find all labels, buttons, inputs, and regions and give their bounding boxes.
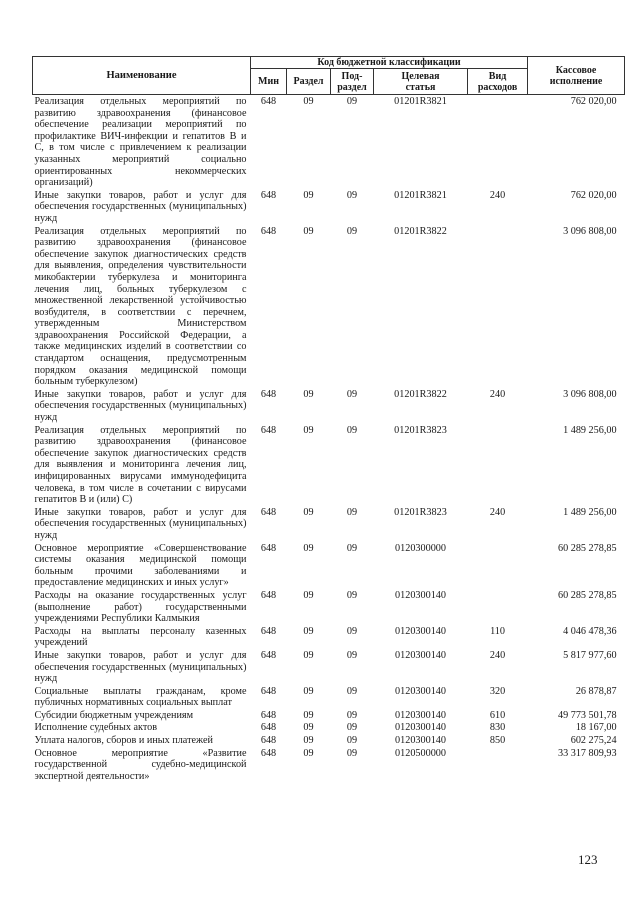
row-podrazdel: 09 <box>346 225 358 237</box>
row-razdel: 09 <box>303 506 314 518</box>
row-min: 648 <box>260 388 277 400</box>
row-vid <box>468 542 528 589</box>
row-podrazdel: 09 <box>346 96 358 107</box>
row-vid: 110 <box>490 625 505 637</box>
row-celevaya: 01201R3821 <box>394 96 447 107</box>
table-row <box>33 721 625 734</box>
row-celevaya: 0120300000 <box>395 542 446 554</box>
row-name: Расходы на выплаты персоналу казенных учреждений <box>34 625 247 649</box>
row-celevaya: 0120300140 <box>395 735 446 747</box>
header-group: Код бюджетной классификации <box>251 57 528 69</box>
row-podrazdel: 09 <box>346 388 358 400</box>
row-name: Социальные выплаты гражданам, кроме публичных нормативных социальных выплат <box>34 685 247 709</box>
row-name: Основное мероприятие «Совершенствование системы оказания медицинской помощи больным прочими заболеваниями и предоставление медицинских и иных услуг» <box>34 542 247 589</box>
row-razdel: 09 <box>303 189 314 201</box>
row-name: Иные закупки товаров, работ и услуг для обеспечения государственных (муниципальных) нужд <box>34 388 247 424</box>
row-celevaya: 0120300140 <box>395 709 446 721</box>
row-amount: 762 020,00 <box>570 189 617 201</box>
row-name: Субсидии бюджетным учреждениям <box>34 709 194 721</box>
document-page <box>32 56 624 782</box>
row-min: 648 <box>260 649 277 661</box>
table-row <box>33 225 625 388</box>
header-name: Наименование <box>33 57 251 95</box>
row-amount: 3 096 808,00 <box>563 225 617 237</box>
row-min: 648 <box>260 709 277 721</box>
row-amount: 3 096 808,00 <box>563 388 617 400</box>
header-razdel: Раздел <box>287 69 331 95</box>
row-podrazdel: 09 <box>346 685 358 697</box>
row-razdel: 09 <box>303 735 314 747</box>
row-name: Основное мероприятие «Развитие государственной судебно-медицинской экспертной деятельности» <box>34 747 247 782</box>
row-razdel: 09 <box>303 589 314 601</box>
row-celevaya: 01201R3823 <box>394 506 447 518</box>
row-podrazdel: 09 <box>346 506 358 518</box>
row-amount: 4 046 478,36 <box>563 625 617 637</box>
table-row <box>33 189 625 225</box>
row-vid <box>468 589 528 625</box>
row-name: Исполнение судебных актов <box>34 722 158 734</box>
row-name: Иные закупки товаров, работ и услуг для обеспечения государственных (муниципальных) нужд <box>34 506 247 541</box>
row-vid: 610 <box>489 709 506 721</box>
row-min: 648 <box>260 96 277 107</box>
row-min: 648 <box>260 189 277 201</box>
row-amount: 1 489 256,00 <box>563 506 617 518</box>
table-row <box>33 709 625 722</box>
row-podrazdel: 09 <box>346 735 358 747</box>
row-vid: 240 <box>489 189 506 201</box>
row-min: 648 <box>260 735 277 747</box>
row-min: 648 <box>260 589 277 601</box>
row-vid <box>468 95 528 189</box>
row-amount: 5 817 977,60 <box>563 649 617 661</box>
row-celevaya: 0120300140 <box>395 625 446 637</box>
row-razdel: 09 <box>303 685 314 697</box>
row-celevaya: 01201R3822 <box>394 388 447 400</box>
row-min: 648 <box>260 542 277 554</box>
row-amount: 18 167,00 <box>575 722 617 734</box>
row-podrazdel: 09 <box>346 722 358 734</box>
row-vid <box>468 424 528 506</box>
row-vid: 830 <box>489 722 506 734</box>
row-vid: 850 <box>489 735 506 747</box>
row-celevaya: 0120300140 <box>395 722 446 734</box>
row-min: 648 <box>260 685 277 697</box>
row-amount: 1 489 256,00 <box>563 424 617 436</box>
row-podrazdel: 09 <box>346 589 358 601</box>
table-header <box>33 57 625 95</box>
row-name: Реализация отдельных мероприятий по развитию здравоохранения (финансовое обеспечение закупок диагностических средств для выявления, определения чувствительности микобактерии туберкулеза и мониторинга лечения лиц, больных туберкулезом с множественной лекарственной устойчивостью возбудителя, в соответствии с перечнем, утвержденным Министерством здравоохранения Российской Федерации, а также медицинских изделий в соответствии со стандартом оснащения, предусмотренным порядком оказания медицинской помощи больным туберкулезом) <box>34 225 247 388</box>
row-celevaya: 01201R3823 <box>394 424 447 436</box>
row-min: 648 <box>260 424 277 436</box>
row-razdel: 09 <box>303 388 314 400</box>
row-celevaya: 01201R3821 <box>394 189 447 201</box>
row-amount: 60 285 278,85 <box>557 542 617 554</box>
row-podrazdel: 09 <box>346 424 358 436</box>
row-razdel: 09 <box>303 542 314 554</box>
row-razdel: 09 <box>303 709 314 721</box>
row-name: Иные закупки товаров, работ и услуг для обеспечения государственных (муниципальных) нужд <box>34 189 247 224</box>
row-min: 648 <box>260 747 277 759</box>
row-celevaya: 0120300140 <box>395 685 446 697</box>
row-name: Иные закупки товаров, работ и услуг для обеспечения государственных (муниципальных) нужд <box>34 649 247 685</box>
header-vid: Вид расходов <box>468 69 528 95</box>
row-razdel: 09 <box>303 424 314 436</box>
table-row <box>33 649 625 685</box>
table-row <box>33 506 625 542</box>
row-podrazdel: 09 <box>346 189 358 201</box>
row-celevaya: 01201R3822 <box>394 225 447 237</box>
table-row <box>33 542 625 589</box>
page-number: 123 <box>578 852 598 867</box>
row-amount: 26 878,87 <box>575 685 617 697</box>
row-amount: 49 773 501,78 <box>557 709 617 721</box>
row-amount: 602 275,24 <box>570 735 617 747</box>
row-min: 648 <box>260 506 277 518</box>
row-name: Уплата налогов, сборов и иных платежей <box>34 735 213 747</box>
row-vid <box>468 747 528 783</box>
row-amount: 60 285 278,85 <box>557 589 617 601</box>
row-podrazdel: 09 <box>346 649 358 661</box>
row-razdel: 09 <box>303 625 314 637</box>
table-row <box>33 625 625 649</box>
row-min: 648 <box>260 722 277 734</box>
table-row <box>33 734 625 747</box>
row-name: Расходы на оказание государственных услуг (выполнение работ) государственными учреждениями Республики Калмыкия <box>34 589 247 625</box>
row-celevaya: 0120300140 <box>395 589 446 601</box>
row-name: Реализация отдельных мероприятий по развитию здравоохранения (финансовое обеспечение реализации мероприятий по профилактике ВИЧ-инфекции и гепатитов B и C, в том числе с привлечением к реализации указанных мероприятий социально ориентированных некоммерческих организаций) <box>34 96 247 189</box>
row-amount: 762 020,00 <box>570 96 617 107</box>
header-kassovoe: Кассовое исполнение <box>528 57 625 95</box>
table-row <box>33 95 625 189</box>
row-name: Реализация отдельных мероприятий по развитию здравоохранения (финансовое обеспечение закупок диагностических средств для выявления и мониторинга лечения лиц, инфицированных вирусами иммунодефицита человека, в том числе в сочетании с вирусами гепатитов B и (или) C) <box>34 424 247 506</box>
table-body <box>33 95 625 783</box>
row-min: 648 <box>260 225 277 237</box>
row-vid: 320 <box>489 685 506 697</box>
table-row <box>33 747 625 783</box>
row-podrazdel: 09 <box>346 709 358 721</box>
table-row <box>33 424 625 506</box>
row-vid: 240 <box>489 506 506 518</box>
header-min: Мин <box>251 69 287 95</box>
row-amount: 33 317 809,93 <box>557 747 617 759</box>
row-razdel: 09 <box>303 649 314 661</box>
row-vid <box>468 225 528 388</box>
row-vid: 240 <box>489 388 506 400</box>
row-razdel: 09 <box>303 96 314 107</box>
table-row <box>33 685 625 709</box>
budget-table <box>32 56 625 782</box>
row-razdel: 09 <box>303 747 314 759</box>
row-min: 648 <box>260 625 277 637</box>
header-celevaya: Целевая статья <box>374 69 468 95</box>
table-row <box>33 589 625 625</box>
row-podrazdel: 09 <box>346 747 358 759</box>
row-vid: 240 <box>489 649 506 661</box>
row-podrazdel: 09 <box>346 625 358 637</box>
row-celevaya: 0120500000 <box>395 747 446 759</box>
row-razdel: 09 <box>303 225 314 237</box>
table-row <box>33 388 625 424</box>
row-podrazdel: 09 <box>346 542 358 554</box>
row-razdel: 09 <box>303 722 314 734</box>
row-celevaya: 0120300140 <box>395 649 446 661</box>
header-podrazdel: Под- раздел <box>331 69 374 95</box>
